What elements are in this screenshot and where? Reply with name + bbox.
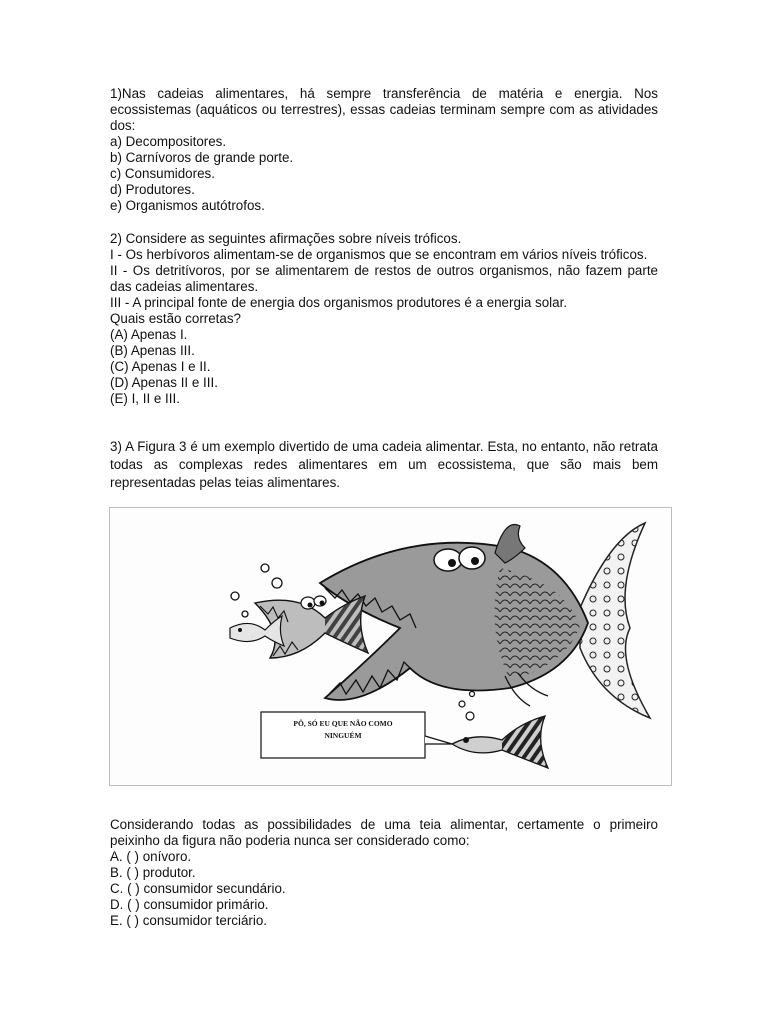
question-2-option-d: (D) Apenas II e III.	[110, 375, 218, 390]
speech-line-2: NINGUÉM	[324, 731, 362, 740]
big-fish	[320, 523, 650, 718]
question-1-option-c: c) Consumidores.	[110, 166, 215, 181]
bubbles-bottom	[459, 692, 475, 721]
question-3-option-a: A. ( ) onívoro.	[110, 849, 192, 864]
question-1-option-b: b) Carnívoros de grande porte.	[110, 150, 294, 165]
question-3-option-b: B. ( ) produtor.	[110, 865, 196, 880]
question-1-option-a: a) Decompositores.	[110, 134, 227, 149]
question-2-option-b: (B) Apenas III.	[110, 343, 195, 358]
question-3-followup	[110, 817, 658, 929]
question-3-option-d: D. ( ) consumidor primário.	[110, 897, 269, 912]
question-1-option-d: d) Produtores.	[110, 182, 195, 197]
question-3-followup-stem: Considerando todas as possibilidades de uma teia alimentar, certamente o primeiro peixinho da figura não poderia nunca ser considerado como:	[110, 817, 658, 848]
speech-line-1: PÔ, SÓ EU QUE NÃO COMO	[293, 719, 393, 728]
question-2-stem: 2) Considere as seguintes afirmações sobre níveis tróficos.	[110, 231, 462, 246]
question-3-stem: 3) A Figura 3 é um exemplo divertido de uma cadeia alimentar. Esta, no entanto, não retrata todas as complexas redes alimentares em um ecossistema, que são mais bem representadas pelas teias alimentares.	[110, 439, 658, 490]
question-1-option-e: e) Organismos autótrofos.	[110, 198, 265, 213]
question-2-option-a: (A) Apenas I.	[110, 327, 188, 342]
question-2-statement-i: I - Os herbívoros alimentam-se de organismos que se encontram em vários níveis tróficos.	[110, 247, 648, 262]
question-1	[110, 86, 658, 214]
question-1-stem: 1)Nas cadeias alimentares, há sempre transferência de matéria e energia. Nos ecossistemas (aquáticos ou terrestres), essas cadeias terminam sempre com as atividades dos:	[110, 86, 658, 133]
question-3	[110, 438, 658, 492]
question-2-statement-iii: III - A principal fonte de energia dos organismos produtores é a energia solar.	[110, 295, 568, 310]
question-3-option-e: E. ( ) consumidor terciário.	[110, 913, 268, 928]
question-2-statement-ii: II - Os detritívoros, por se alimentarem de restos de outros organismos, não fazem parte das cadeias alimentares.	[110, 263, 658, 294]
question-2-question: Quais estão corretas?	[110, 311, 241, 326]
question-2	[110, 231, 658, 407]
food-chain-figure	[109, 507, 672, 786]
question-3-option-c: C. ( ) consumidor secundário.	[110, 881, 286, 896]
question-2-option-e: (E) I, II e III.	[110, 391, 180, 406]
tiny-fish	[452, 716, 548, 768]
fish-cartoon-illustration	[110, 508, 671, 785]
small-fish	[230, 616, 284, 646]
question-2-option-c: (C) Apenas I e II.	[110, 359, 211, 374]
